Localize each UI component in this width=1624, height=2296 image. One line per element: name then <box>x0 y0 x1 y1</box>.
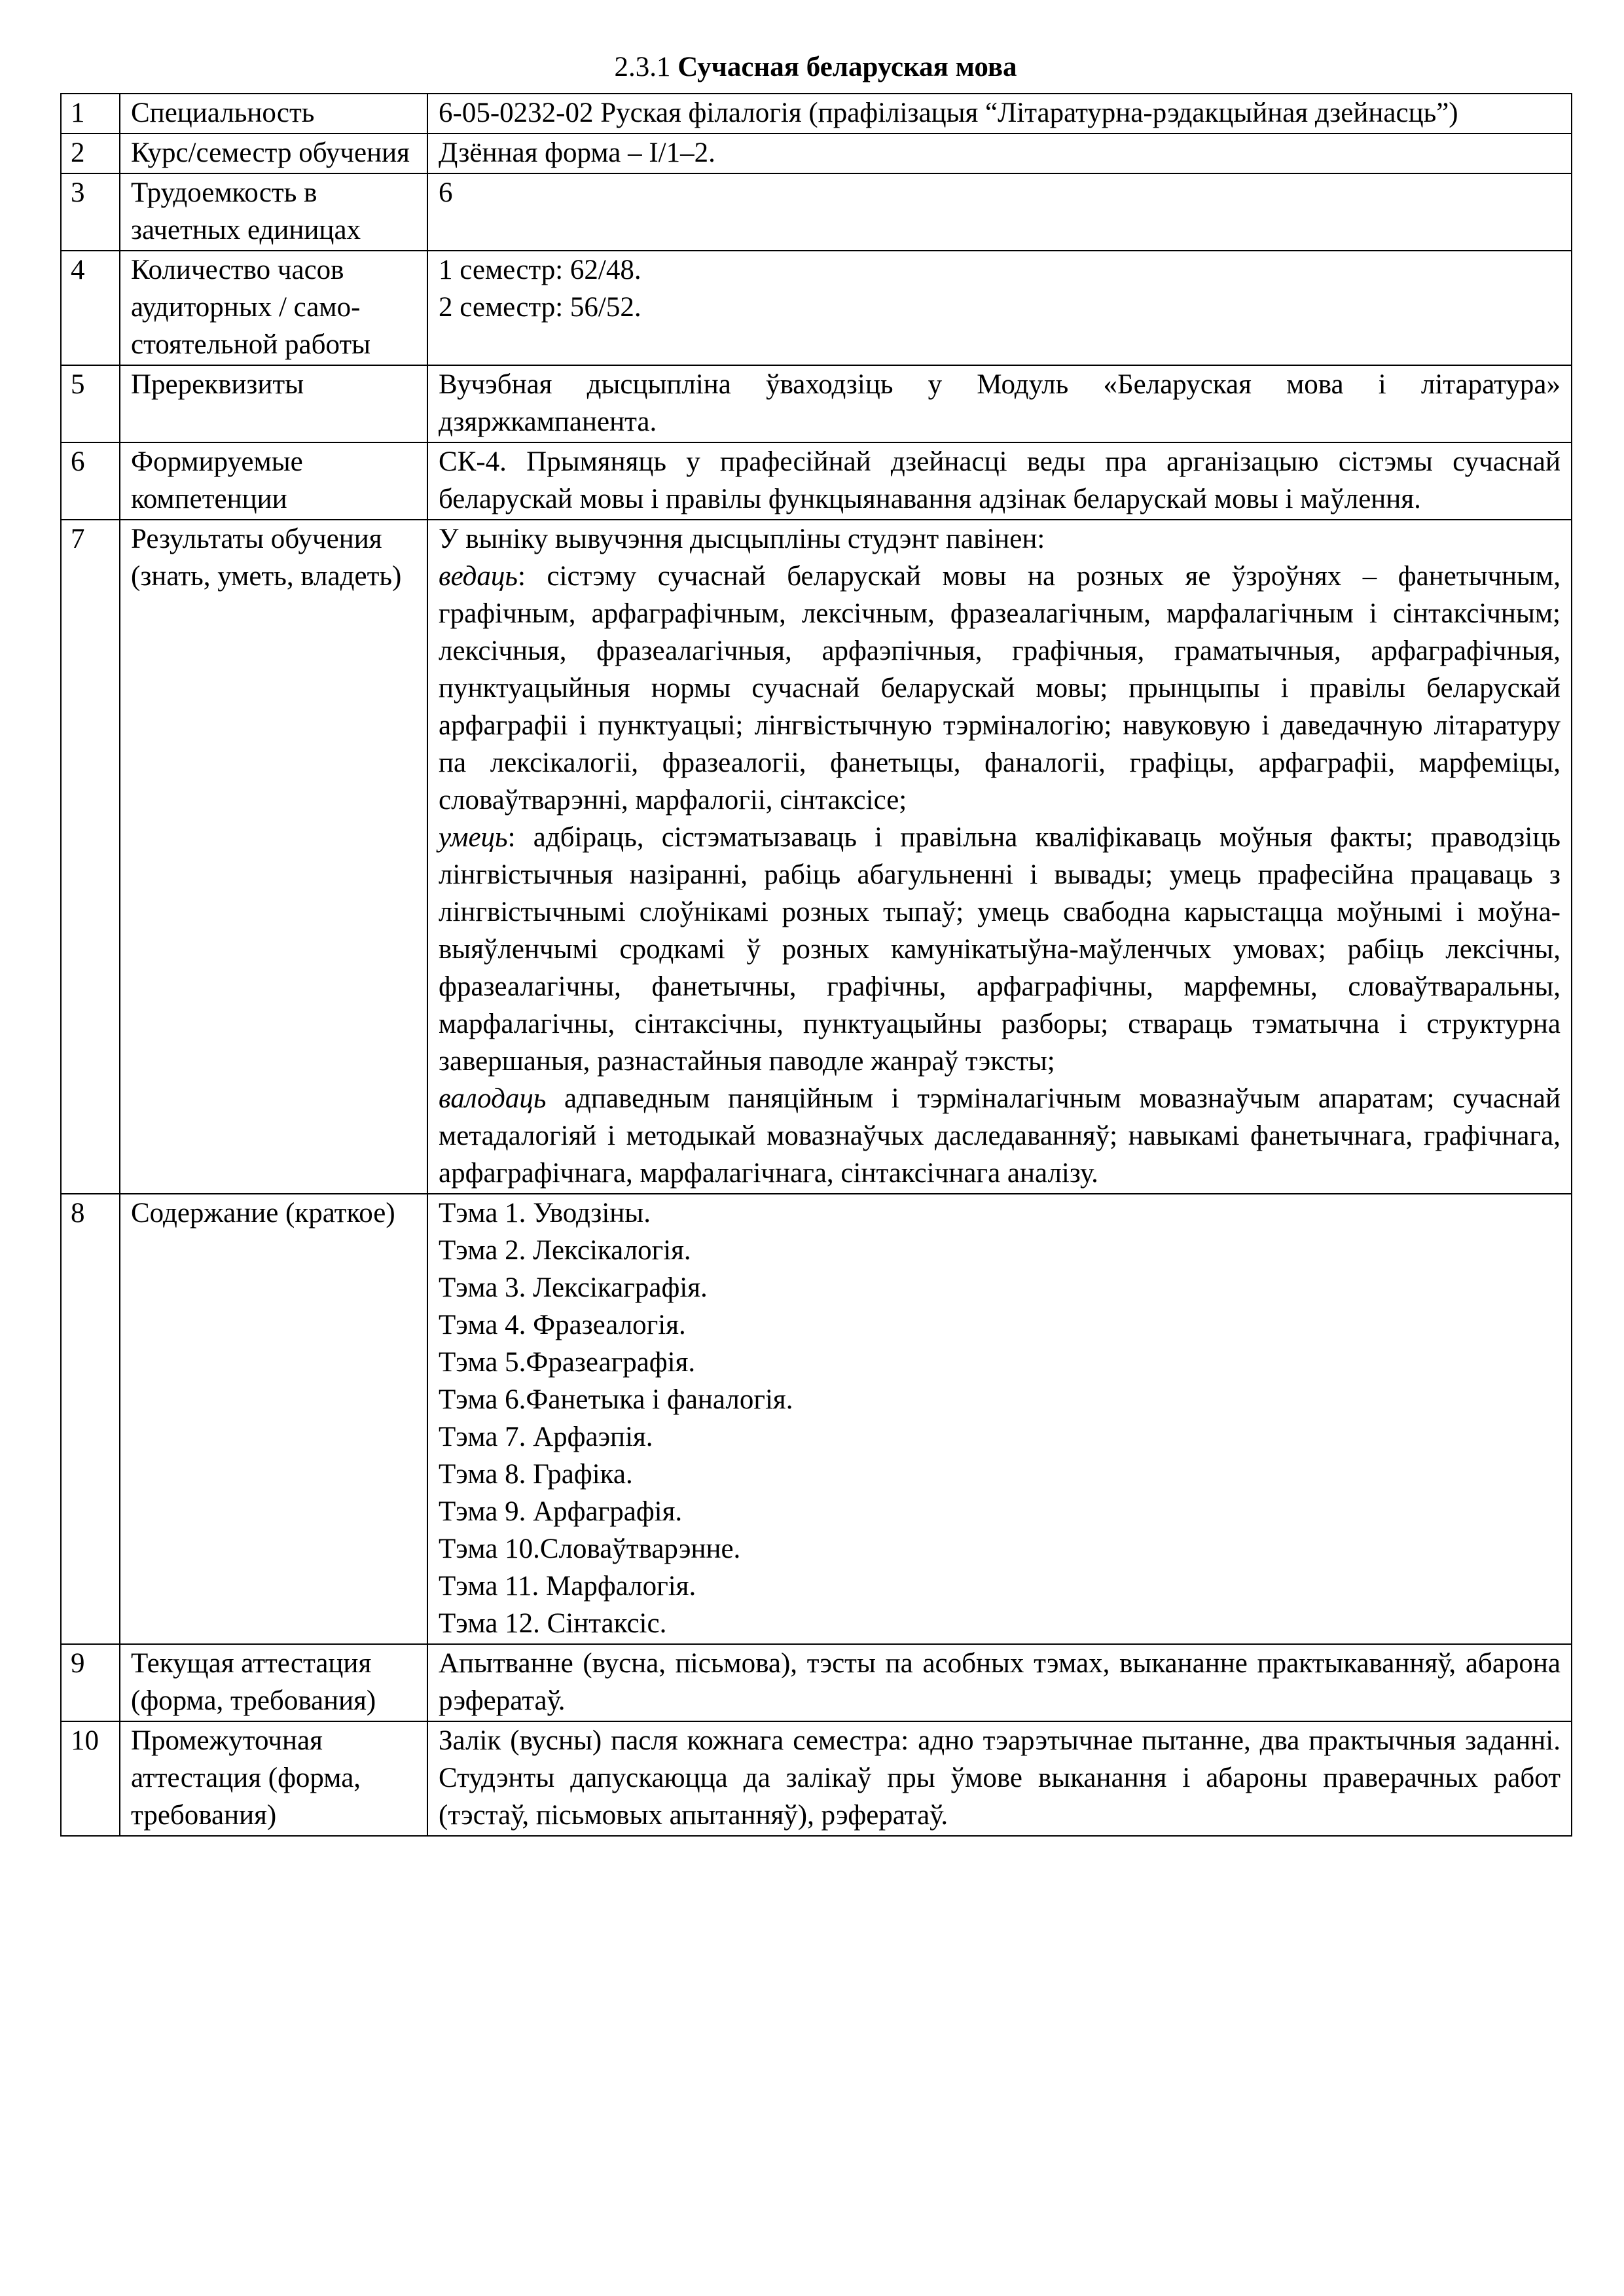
topic-item: Тэма 8. Графіка. <box>439 1459 633 1490</box>
section-number: 2.3.1 <box>614 52 671 82</box>
know-term: ведаць <box>439 561 518 592</box>
can-term: умець <box>439 822 508 853</box>
section-name: Сучасная беларуская мова <box>677 52 1017 82</box>
topic-item: Тэма 12. Сінтаксіс. <box>439 1608 667 1639</box>
row-value <box>427 520 1572 1194</box>
outcomes-intro: У выніку вывучэння дысцыпліны студэнт павінен: <box>439 524 1045 554</box>
topic-item: Тэма 9. Арфаграфія. <box>439 1496 683 1527</box>
section-title <box>60 51 1571 84</box>
row-label: Формируемые компетенции <box>120 442 427 520</box>
row-label: Результаты обучения (знать, уметь, владеть) <box>120 520 427 1194</box>
row-number: 6 <box>61 442 120 520</box>
own-term: валодаць <box>439 1083 547 1114</box>
row-number: 9 <box>61 1644 120 1721</box>
syllabus-table <box>60 93 1572 1837</box>
table-row <box>61 173 1572 251</box>
document-page <box>60 51 1571 1837</box>
topic-item: Тэма 6.Фанетыка і фаналогія. <box>439 1384 793 1415</box>
row-label: Текущая аттестация (форма, требования) <box>120 1644 427 1721</box>
row-number: 8 <box>61 1194 120 1644</box>
row-label: Пререквизиты <box>120 365 427 442</box>
topic-item: Тэма 7. Арфаэпія. <box>439 1422 653 1452</box>
row-label: Промежуточная аттестация (форма, требования) <box>120 1721 427 1836</box>
row-value: Апытванне (вусна, пісьмова), тэсты па асобных тэмах, выкананне практыкаванняў, абарона рэфератаў. <box>427 1644 1572 1721</box>
row-number: 10 <box>61 1721 120 1836</box>
row-number: 5 <box>61 365 120 442</box>
row-label: Трудоемкость в зачетных единицах <box>120 173 427 251</box>
topic-item: Тэма 10.Словаўтварэнне. <box>439 1534 741 1564</box>
row-value: 6 <box>427 173 1572 251</box>
row-value: Дзённая форма – I/1–2. <box>427 134 1572 173</box>
can-text: : адбіраць, сістэматызаваць і правільна кваліфікаваць моўныя факты; праводзіць лінгвістычныя назіранні, рабіць абагульненні і вывады; умець прафесійна працаваць з лінгвістычнымі слоўнікамі розных тыпаў; умець свабодна карыстацца моўнымі і моўна-выяўленчымі сродкамі ў розных камунікатыўна-маўленчых умовах; рабіць лексічны, фразеалагічны, фанетычны, графічны, арфаграфічны, марфемны, словаўтваральны, марфалагічны, сінтаксічны, пунктуацыйны разборы; ствараць тэматычна і структурна завершаныя, разнастайныя паводле жанраў тэксты; <box>439 822 1561 1077</box>
outcomes-know <box>439 558 1561 819</box>
topic-item: Тэма 11. Марфалогія. <box>439 1571 696 1602</box>
outcomes-can <box>439 819 1561 1080</box>
row-value: Вучэбная дысцыпліна ўваходзіць у Модуль «Беларуская мова і літаратура» дзяржкампанента. <box>427 365 1572 442</box>
row-value <box>427 251 1572 365</box>
table-row <box>61 1194 1572 1644</box>
own-text: адпаведным паняційным і тэрміналагічным мовазнаўчым апаратам; сучаснай метадалогіяй і методыкай мовазнаўчых даследаванняў; навыкамі фанетычнага, графічнага, арфаграфічнага, марфалагічнага, сінтаксічнага аналізу. <box>439 1083 1561 1189</box>
topic-item: Тэма 4. Фразеалогія. <box>439 1310 686 1340</box>
row-number: 4 <box>61 251 120 365</box>
topic-item: Тэма 5.Фразеаграфія. <box>439 1347 696 1378</box>
topic-item: Тэма 2. Лексікалогія. <box>439 1235 691 1266</box>
outcomes-own <box>439 1080 1561 1192</box>
topic-item: Тэма 3. Лексікаграфія. <box>439 1272 708 1303</box>
table-row <box>61 442 1572 520</box>
table-row <box>61 251 1572 365</box>
row-value: Залік (вусны) пасля кожнага семестра: адно тэарэтычнае пытанне, два практычныя заданні. Студэнты дапускаюцца да залікаў пры ўмове выканання і абароны праверачных работ (тэстаў, пісьмовых апытанняў), рэфератаў. <box>427 1721 1572 1836</box>
row-number: 2 <box>61 134 120 173</box>
row-label: Количество часов аудиторных / само-стоятельной работы <box>120 251 427 365</box>
row-value: 6-05-0232-02 Руская філалогія (прафілізацыя “Літаратурна-рэдакцыйная дзейнасць”) <box>427 94 1572 134</box>
row-value: СК-4. Прымяняць у прафесійнай дзейнасці веды пра арганізацыю сістэмы сучаснай беларускай мовы і правілы функцыянавання адзінак беларускай мовы і маўлення. <box>427 442 1572 520</box>
row-label: Специальность <box>120 94 427 134</box>
know-text: : сістэму сучаснай беларускай мовы на розных яе ўзроўнях – фанетычным, графічным, арфаграфічным, лексічным, фразеалагічным, марфалагічным і сінтаксічным; лексічныя, фразеалагічныя, арфаэпічныя, графічныя, граматычныя, арфаграфічныя, пунктуацыйныя нормы сучаснай беларускай мовы; прынцыпы і правілы беларускай арфаграфіі і пунктуацыі; лінгвістычную тэрміналогію; навуковую і даведачную літаратуру па лексікалогіі, фразеалогіі, фанетыцы, фаналогіі, графіцы, арфаграфіі, марфеміцы, словаўтварэнні, марфалогіі, сінтаксісе; <box>439 561 1561 816</box>
row-number: 7 <box>61 520 120 1194</box>
row-value <box>427 1194 1572 1644</box>
table-row <box>61 365 1572 442</box>
row-label: Курс/семестр обучения <box>120 134 427 173</box>
row-label: Содержание (краткое) <box>120 1194 427 1644</box>
table-row <box>61 520 1572 1194</box>
table-row <box>61 1721 1572 1836</box>
table-row <box>61 94 1572 134</box>
topic-item: Тэма 1. Уводзіны. <box>439 1198 651 1229</box>
row-number: 1 <box>61 94 120 134</box>
hours-line: 2 семестр: 56/52. <box>439 292 641 323</box>
table-row <box>61 134 1572 173</box>
table-row <box>61 1644 1572 1721</box>
row-number: 3 <box>61 173 120 251</box>
hours-line: 1 семестр: 62/48. <box>439 255 641 285</box>
